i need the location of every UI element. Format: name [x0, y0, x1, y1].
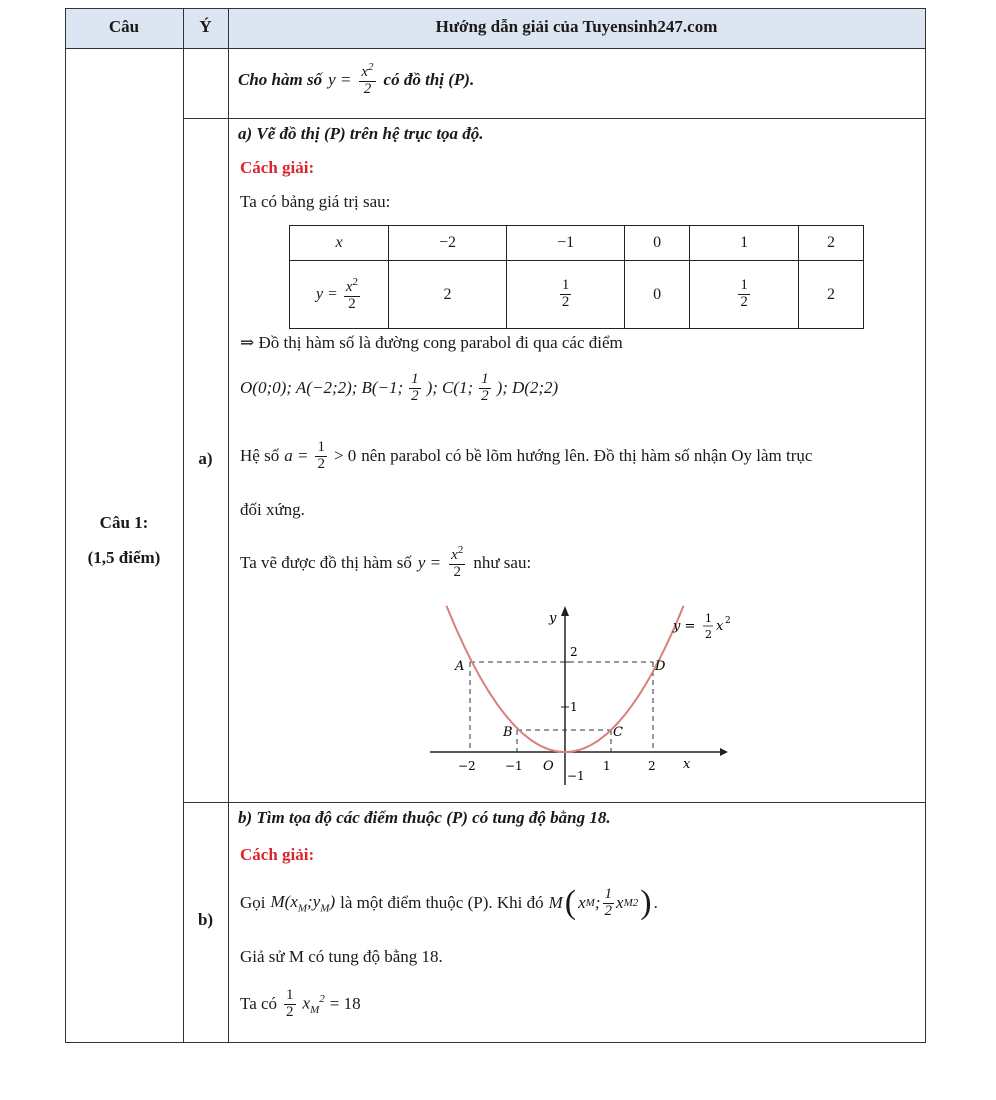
intro-den: 2	[363, 80, 372, 97]
m2-semi: ;	[594, 893, 601, 912]
part-a-label: a)	[198, 449, 213, 468]
draw-line	[240, 545, 531, 581]
coef-den: 2	[317, 455, 325, 472]
m-sub2: M	[320, 902, 330, 915]
curve-label-den: 2	[705, 628, 712, 641]
table-head-y-eq: y =	[315, 285, 338, 303]
c-num: 1	[481, 371, 489, 387]
y-tick-label: 2	[570, 645, 578, 659]
y-tick-label: −1	[567, 769, 585, 783]
curve-label-exp: 2	[725, 616, 731, 626]
divider	[65, 8, 926, 9]
x-axis-arrow	[720, 748, 728, 756]
intro-prefix: Cho hàm số	[238, 69, 323, 89]
coef-text: nên parabol có bề lõm hướng lên. Đồ thị hàm số nhận Oy làm trục	[361, 446, 813, 466]
table-cell: 1	[690, 226, 799, 261]
table-cell: 2	[799, 226, 864, 261]
question-number: Câu 1:	[99, 513, 149, 532]
big-paren-open: (	[564, 884, 577, 921]
part-b-line2: Giả sử M có tung độ bằng 18.	[240, 947, 443, 966]
coef-frac	[315, 440, 327, 473]
line3-x: x	[302, 993, 311, 1013]
divider	[183, 118, 926, 119]
intro-num: x	[361, 64, 369, 80]
line3-frac	[284, 988, 296, 1021]
line3-exp: 2	[319, 992, 325, 1005]
line1-pre: Gọi	[240, 893, 266, 912]
table-cell-frac	[690, 261, 799, 329]
divider	[65, 48, 926, 49]
half-num: 1	[740, 277, 748, 294]
draw-pre: Ta vẽ được đồ thị hàm số	[240, 552, 412, 572]
point-d: D(2;2)	[511, 378, 559, 398]
intro-y: y =	[328, 69, 352, 89]
line3-pre: Ta có	[240, 994, 278, 1014]
m2-sub4: M	[623, 897, 633, 909]
point-c-frac	[479, 372, 491, 405]
question-points: (1,5 điểm)	[87, 548, 161, 567]
intro-line	[238, 62, 474, 98]
coef-text2: đối xứng.	[240, 500, 305, 519]
value-table	[289, 225, 864, 329]
part-a-method: Cách giải:	[240, 158, 315, 177]
table-head-x: x	[290, 226, 389, 261]
table-cell: 2	[389, 261, 507, 329]
y-axis-arrow	[561, 606, 569, 616]
coef-num: 1	[317, 439, 325, 455]
table-cell: 0	[625, 261, 690, 329]
m2-frac	[603, 887, 615, 920]
coef-a: a =	[284, 446, 309, 466]
curve-label-num: 1	[705, 612, 712, 625]
point-c-post: );	[496, 378, 508, 398]
m-sub1: M	[297, 902, 308, 915]
table-cell-frac	[507, 261, 625, 329]
x-axis-label: x	[683, 757, 691, 772]
part-b-method: Cách giải:	[240, 845, 315, 864]
big-paren-close: )	[640, 884, 652, 921]
header-cau: Câu	[108, 17, 140, 36]
draw-post: như sau:	[473, 552, 532, 572]
x-tick-label: −1	[505, 759, 523, 773]
half-num: 1	[561, 277, 570, 294]
point-c-pre: C(1;	[441, 378, 474, 398]
point-o: O(0;0);	[240, 378, 292, 398]
m-point	[271, 892, 336, 914]
point-b-pre: B(−1;	[361, 378, 404, 398]
part-b-line3	[240, 988, 361, 1021]
divider	[65, 1042, 926, 1043]
table-head-den: 2	[348, 295, 356, 312]
line1-text: là một điểm thuộc (P). Khi đó	[340, 893, 544, 912]
part-b-line1	[240, 884, 658, 922]
coef-pre: Hệ số	[240, 446, 280, 466]
table-head-num: x	[345, 278, 353, 295]
table-intro: Ta có bảng giá trị sau:	[240, 192, 391, 211]
line3-num: 1	[286, 987, 294, 1003]
point-b-post: );	[426, 378, 438, 398]
x-tick-label: 2	[648, 759, 656, 773]
point-a-label: A	[455, 659, 465, 674]
line3-term	[303, 993, 325, 1016]
table-cell: −1	[507, 226, 625, 261]
half-den: 2	[740, 294, 748, 310]
point-b-frac	[409, 372, 421, 405]
parabola-graph	[425, 600, 745, 795]
coef-line	[240, 440, 812, 473]
m2-exp: 2	[632, 897, 639, 909]
part-b-title: b) Tìm tọa độ các điểm thuộc (P) có tung độ bằng 18.	[238, 808, 611, 827]
m-close: )	[329, 891, 336, 911]
divider	[183, 802, 926, 803]
point-c-label: C	[613, 725, 623, 740]
y-tick-label: 1	[570, 700, 578, 714]
points-line	[240, 372, 558, 405]
m2-sub3: M	[585, 897, 595, 909]
coef-gt: > 0	[333, 446, 357, 466]
intro-suffix: có đồ thị (P).	[383, 69, 475, 89]
table-cell: 0	[625, 226, 690, 261]
curve-label-y: y =	[673, 619, 696, 634]
table-cell: −2	[389, 226, 507, 261]
point-a: A(−2;2);	[295, 378, 358, 398]
header-guide: Hướng dẫn giải của Tuyensinh247.com	[435, 17, 718, 36]
m2-num: 1	[604, 885, 613, 902]
origin-label: O	[543, 759, 554, 774]
m2-letter: M	[548, 893, 563, 912]
line3-sub: M	[310, 1003, 320, 1016]
divider	[183, 8, 184, 1043]
table-head-fraction	[344, 277, 360, 313]
draw-exp: 2	[457, 544, 464, 556]
intro-fraction	[359, 62, 375, 98]
intro-exp: 2	[368, 61, 374, 73]
x-tick-label: −2	[458, 759, 476, 773]
x-tick-label: 1	[603, 759, 611, 773]
m2-den: 2	[604, 902, 613, 919]
draw-den: 2	[453, 563, 461, 580]
divider	[228, 8, 229, 1043]
line3-eq: = 18	[329, 994, 361, 1014]
draw-frac	[449, 545, 465, 581]
part-a-title: a) Vẽ đồ thị (P) trên hệ trục tọa độ.	[238, 124, 484, 143]
table-cell: 2	[799, 261, 864, 329]
m2-x: x	[578, 893, 586, 912]
m2-x2: x	[616, 893, 624, 912]
m-mid: ;y	[307, 891, 321, 911]
m2-end: .	[653, 893, 658, 912]
table-head-y	[290, 261, 389, 329]
c-den: 2	[481, 387, 489, 404]
draw-y: y =	[417, 552, 442, 572]
curve-label-x: x	[716, 619, 724, 634]
b-den: 2	[411, 387, 419, 404]
divider	[925, 8, 926, 1043]
draw-num: x	[451, 547, 458, 563]
conclusion: ⇒ Đồ thị hàm số là đường cong parabol đi qua các điểm	[240, 333, 623, 352]
y-axis-label: y	[549, 611, 557, 626]
line3-den: 2	[286, 1003, 294, 1020]
m-point-2	[549, 884, 658, 922]
point-d-label: D	[655, 659, 666, 674]
part-b-label: b)	[197, 910, 214, 929]
header-y: Ý	[199, 17, 212, 36]
table-head-exp: 2	[352, 275, 359, 288]
point-b-label: B	[503, 725, 513, 740]
half-den: 2	[561, 294, 570, 310]
m-open: M(x	[270, 891, 298, 911]
b-num: 1	[411, 371, 419, 387]
